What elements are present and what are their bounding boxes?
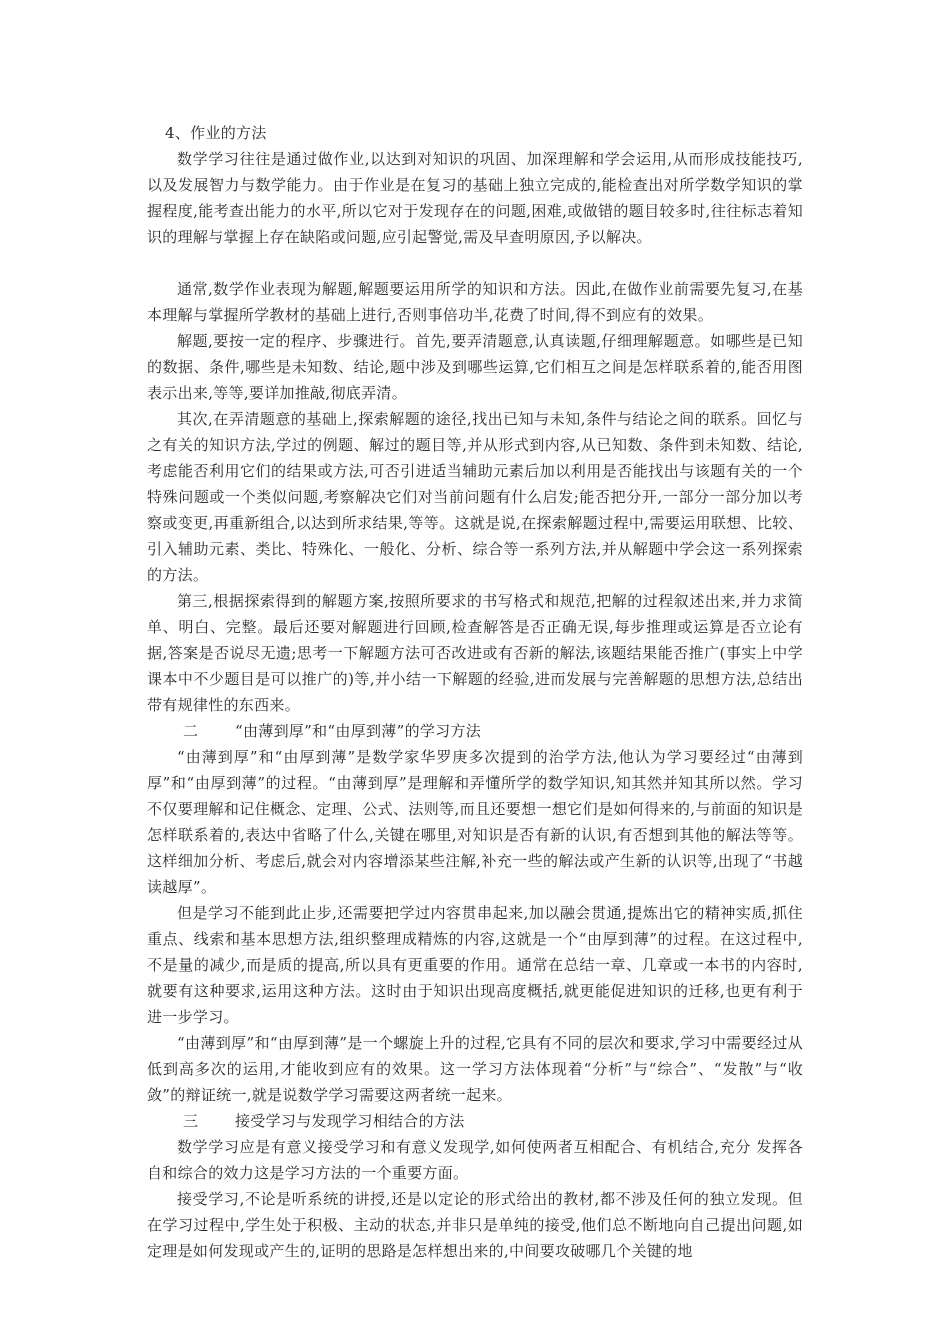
subsection-heading: 4、作业的方法 (165, 124, 267, 142)
section-heading-2 (147, 718, 803, 744)
section-number: 二 (183, 722, 199, 740)
paragraph: 解题,要按一定的程序、步骤进行。首先,要弄清题意,认真读题,仔细理解题意。如哪些是已知的数据、条件,哪些是未知数、结论,题中涉及到哪些运算,它们相互之间是怎样联系着的,能否用图表示出来,等等,要详加推敲,彻底弄清。 (147, 332, 803, 402)
section-title: 接受学习与发现学习相结合的方法 (235, 1112, 465, 1130)
document-body (147, 120, 803, 1264)
paragraph: 第三,根据探索得到的解题方案,按照所要求的书写格式和规范,把解的过程叙述出来,并力求简单、明白、完整。最后还要对解题进行回顾,检查解答是否正确无误,每步推理或运算是否立论有据,答案是否说尽无遗;思考一下解题方法可否改进或有否新的解法,该题结果能否推广(事实上中学课本中不少题目是可以推广的)等,并小结一下解题的经验,进而发展与完善解题的思想方法,总结出带有规律性的东西来。 (147, 592, 803, 714)
section-title: “由薄到厚”和“由厚到薄”的学习方法 (235, 722, 482, 740)
paragraph: 但是学习不能到此止步,还需要把学过内容贯串起来,加以融会贯通,提炼出它的精神实质,抓住重点、线索和基本思想方法,组织整理成精炼的内容,这就是一个“由厚到薄”的过程。在这过程中,不是量的减少,而是质的提高,所以具有更重要的作用。通常在总结一章、几章或一本书的内容时,就要有这种要求,运用这种方法。这时由于知识出现高度概括,就更能促进知识的迁移,也更有利于进一步学习。 (147, 904, 803, 1026)
paragraph: “由薄到厚”和“由厚到薄”是一个螺旋上升的过程,它具有不同的层次和要求,学习中需要经过从低到高多次的运用,才能收到应有的效果。这一学习方法体现着“分析”与“综合”、“发散”与“收敛”的辩证统一,就是说数学学习需要这两者统一起来。 (147, 1034, 803, 1104)
paragraph: 数学学习应是有意义接受学习和有意义发现学,如何使两者互相配合、有机结合,充分 发挥各自和综合的效力这是学习方法的一个重要方面。 (147, 1138, 803, 1182)
paragraph: “由薄到厚”和“由厚到薄”是数学家华罗庚多次提到的治学方法,他认为学习要经过“由薄到厚”和“由厚到薄”的过程。“由薄到厚”是理解和弄懂所学的数学知识,知其然并知其所以然。学习不仅要理解和记住概念、定理、公式、法则等,而且还要想一想它们是如何得来的,与前面的知识是怎样联系着的,表达中省略了什么,关键在哪里,对知识是否有新的认识,有否想到其他的解法等等。这样细加分析、考虑后,就会对内容增添某些注解,补充一些的解法或产生新的认识等,出现了“书越读越厚”。 (147, 748, 803, 896)
paragraph: 数学学习往往是通过做作业,以达到对知识的巩固、加深理解和学会运用,从而形成技能技巧,以及发展智力与数学能力。由于作业是在复习的基础上独立完成的,能检查出对所学数学知识的掌握程度,能考查出能力的水平,所以它对于发现存在的问题,困难,或做错的题目较多时,往往标志着知识的理解与掌握上存在缺陷或问题,应引起警觉,需及早查明原因,予以解决。 (147, 150, 803, 246)
paragraph: 接受学习,不论是听系统的讲授,还是以定论的形式给出的教材,都不涉及任何的独立发现。但在学习过程中,学生处于积极、主动的状态,并非只是单纯的接受,他们总不断地向自己提出问题,如定理是如何发现或产生的,证明的思路是怎样想出来的,中间要攻破哪几个关键的地 (147, 1190, 803, 1260)
paragraph: 其次,在弄清题意的基础上,探索解题的途径,找出已知与未知,条件与结论之间的联系。回忆与之有关的知识方法,学过的例题、解过的题目等,并从形式到内容,从已知数、条件到未知数、结论,考虑能否利用它们的结果或方法,可否引进适当辅助元素后加以利用是否能找出与该题有关的一个特殊问题或一个类似问题,考察解决它们对当前问题有什么启发;能否把分开,一部分一部分加以考察或变更,再重新组合,以达到所求结果,等等。这就是说,在探索解题过程中,需要运用联想、比较、引入辅助元素、类比、特殊化、一般化、分析、综合等一系列方法,并从解题中学会这一系列探索的方法。 (147, 410, 803, 584)
section-heading-3 (147, 1108, 803, 1134)
paragraph: 通常,数学作业表现为解题,解题要运用所学的知识和方法。因此,在做作业前需要先复习,在基本理解与掌握所学教材的基础上进行,否则事倍功半,花费了时间,得不到应有的效果。 (147, 280, 803, 324)
section-number: 三 (183, 1112, 199, 1130)
